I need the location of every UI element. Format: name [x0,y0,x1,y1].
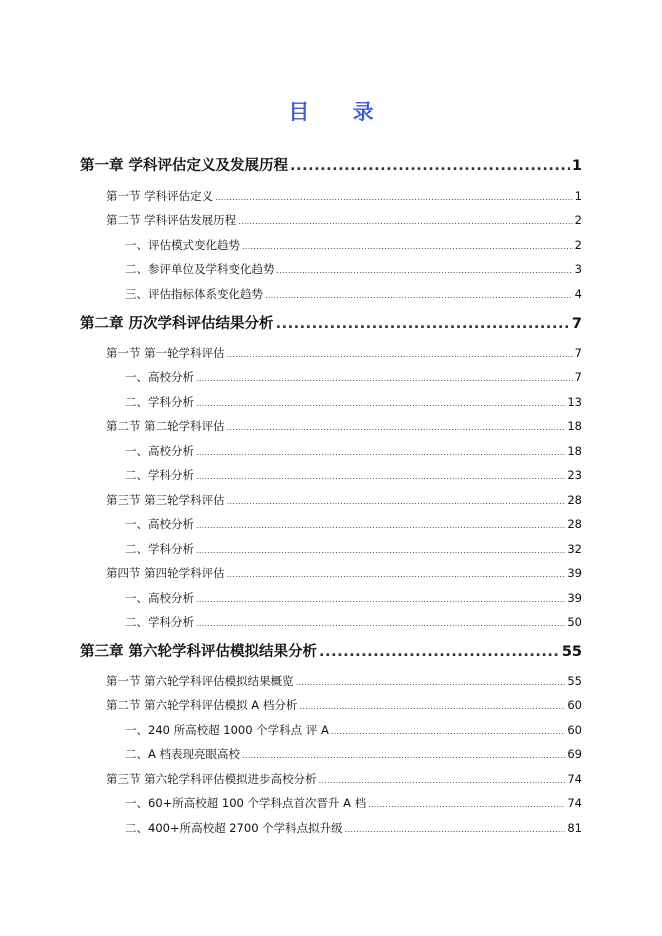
toc-entry-label: 第三节 第三轮学科评估 [106,493,225,507]
toc-leader-dots [196,546,565,555]
toc-entry-page: 74 [567,772,582,786]
toc-entry-label: 二、参评单位及学科变化趋势 [125,262,275,276]
toc-leader-dots [227,570,566,579]
toc-entry[interactable] [106,771,582,787]
toc-entry-label: 二、学科分析 [125,542,194,556]
toc-entry-label: 一、高校分析 [125,370,194,384]
toc-entry-page: 7 [574,370,582,384]
toc-entry-label: 一、评估模式变化趋势 [125,238,240,252]
toc-entry-page: 18 [567,444,582,458]
toc-entry-page: 18 [567,419,582,433]
toc-entry-label: 第三章 第六轮学科评估模拟结果分析 [80,644,318,660]
toc-entry-page: 39 [567,566,582,580]
toc-entry-label: 第一节 学科评估定义 [106,189,214,203]
toc-entry-label: 一、240 所高校超 1000 个学科点 评 A [125,723,329,737]
toc-entry-page: 1 [571,158,582,174]
toc-entry[interactable] [106,565,582,581]
toc-entry[interactable] [106,345,582,361]
toc-leader-dots [238,217,573,226]
toc-entry-page: 2 [574,213,582,227]
toc-leader-dots [196,448,565,457]
toc-entry[interactable] [106,418,582,434]
toc-entry-page: 23 [567,468,582,482]
toc-entry[interactable] [125,722,582,738]
toc-entry-page: 55 [561,644,582,660]
toc-entry-label: 第一节 第六轮学科评估模拟结果概览 [106,674,294,688]
toc-entry-label: 三、评估指标体系变化趋势 [125,287,263,301]
toc-leader-dots [196,472,565,481]
toc-leader-dots [242,242,573,251]
toc-entry-label: 二、A 档表现亮眼高校 [125,747,241,761]
toc-leader-dots [196,521,565,530]
toc-leader-dots [319,776,566,785]
toc-entry-label: 第二章 历次学科评估结果分析 [80,316,274,332]
toc-leader-dots [331,727,565,736]
toc-entry-label: 第四节 第四轮学科评估 [106,566,225,580]
toc-entry-page: 60 [567,723,582,737]
toc-entry[interactable] [106,673,582,689]
toc-entry-label: 一、高校分析 [125,591,194,605]
toc-leader-dots [196,595,565,604]
toc-entry[interactable] [125,286,582,302]
toc-entry-page: 74 [567,796,582,810]
toc-entry[interactable] [106,697,582,713]
toc-entry[interactable] [106,188,582,204]
toc-leader-dots [265,291,573,300]
toc-entry[interactable] [125,614,582,630]
toc-leader-dots [215,193,573,202]
toc-entry-page: 1 [574,189,582,203]
toc-entry[interactable] [125,261,582,277]
toc-entry-page: 28 [567,517,582,531]
toc-entry[interactable] [125,516,582,532]
toc-entry-label: 一、高校分析 [125,444,194,458]
toc-leader-dots [299,702,565,711]
toc-entry-label: 二、学科分析 [125,468,194,482]
toc-entry-label: 第一节 第一轮学科评估 [106,346,225,360]
toc-entry[interactable] [125,369,582,385]
toc-entry[interactable] [125,820,582,836]
toc-entry-page: 32 [567,542,582,556]
toc-entry-label: 第二节 第二轮学科评估 [106,419,225,433]
toc-leader-dots [196,374,573,383]
toc-leader-dots [227,350,573,359]
toc-leader-dots [345,825,566,834]
toc-entry[interactable] [80,640,582,661]
toc-entry-page: 7 [574,346,582,360]
toc-entry-page: 2 [574,238,582,252]
toc-entry-page: 7 [571,316,582,332]
toc-leader-dots [242,751,565,760]
toc-title: 目 录 [288,100,392,124]
toc-entry[interactable] [125,443,582,459]
toc-entry[interactable] [125,467,582,483]
toc-leader-dots [196,399,565,408]
toc-entry-page: 28 [567,493,582,507]
toc-entry[interactable] [125,590,582,606]
toc-leader-dots [196,619,565,628]
toc-entry[interactable] [125,795,582,811]
toc-entry[interactable] [125,237,582,253]
toc-entry[interactable] [125,541,582,557]
toc-entry-page: 13 [567,395,582,409]
toc-leader-dots [276,316,570,332]
toc-entry-label: 一、高校分析 [125,517,194,531]
toc-leader-dots [227,497,566,506]
toc-entry-page: 50 [567,615,582,629]
toc-entry-label: 一、60+所高校超 100 个学科点首次晋升 A 档 [125,796,367,810]
toc-entry-label: 二、学科分析 [125,395,194,409]
toc-entry-page: 3 [574,262,582,276]
toc-leader-dots [296,678,566,687]
toc-entry[interactable] [106,212,582,228]
toc-entry-label: 第二节 学科评估发展历程 [106,213,237,227]
toc-leader-dots [290,158,570,174]
toc-leader-dots [227,423,566,432]
toc-entry[interactable] [125,746,582,762]
toc-entry-label: 第三节 第六轮学科评估模拟进步高校分析 [106,772,317,786]
toc-entry-page: 81 [567,821,582,835]
toc-entry-page: 60 [567,698,582,712]
toc-entry-page: 55 [567,674,582,688]
toc-entry[interactable] [125,394,582,410]
toc-leader-dots [368,800,565,809]
toc-entry-label: 二、学科分析 [125,615,194,629]
toc-entry-page: 39 [567,591,582,605]
toc-entry-page: 4 [574,287,582,301]
toc-entry-label: 第一章 学科评估定义及发展历程 [80,158,289,174]
toc-leader-dots [319,644,560,660]
toc-entry-page: 69 [567,747,582,761]
toc-entry[interactable] [80,154,582,175]
toc-entry[interactable] [80,312,582,333]
toc-entry[interactable] [106,492,582,508]
toc-entry-label: 第二节 第六轮学科评估模拟 A 档分析 [106,698,298,712]
toc-leader-dots [277,266,573,275]
toc-entry-label: 二、400+所高校超 2700 个学科点拟升级 [125,821,343,835]
